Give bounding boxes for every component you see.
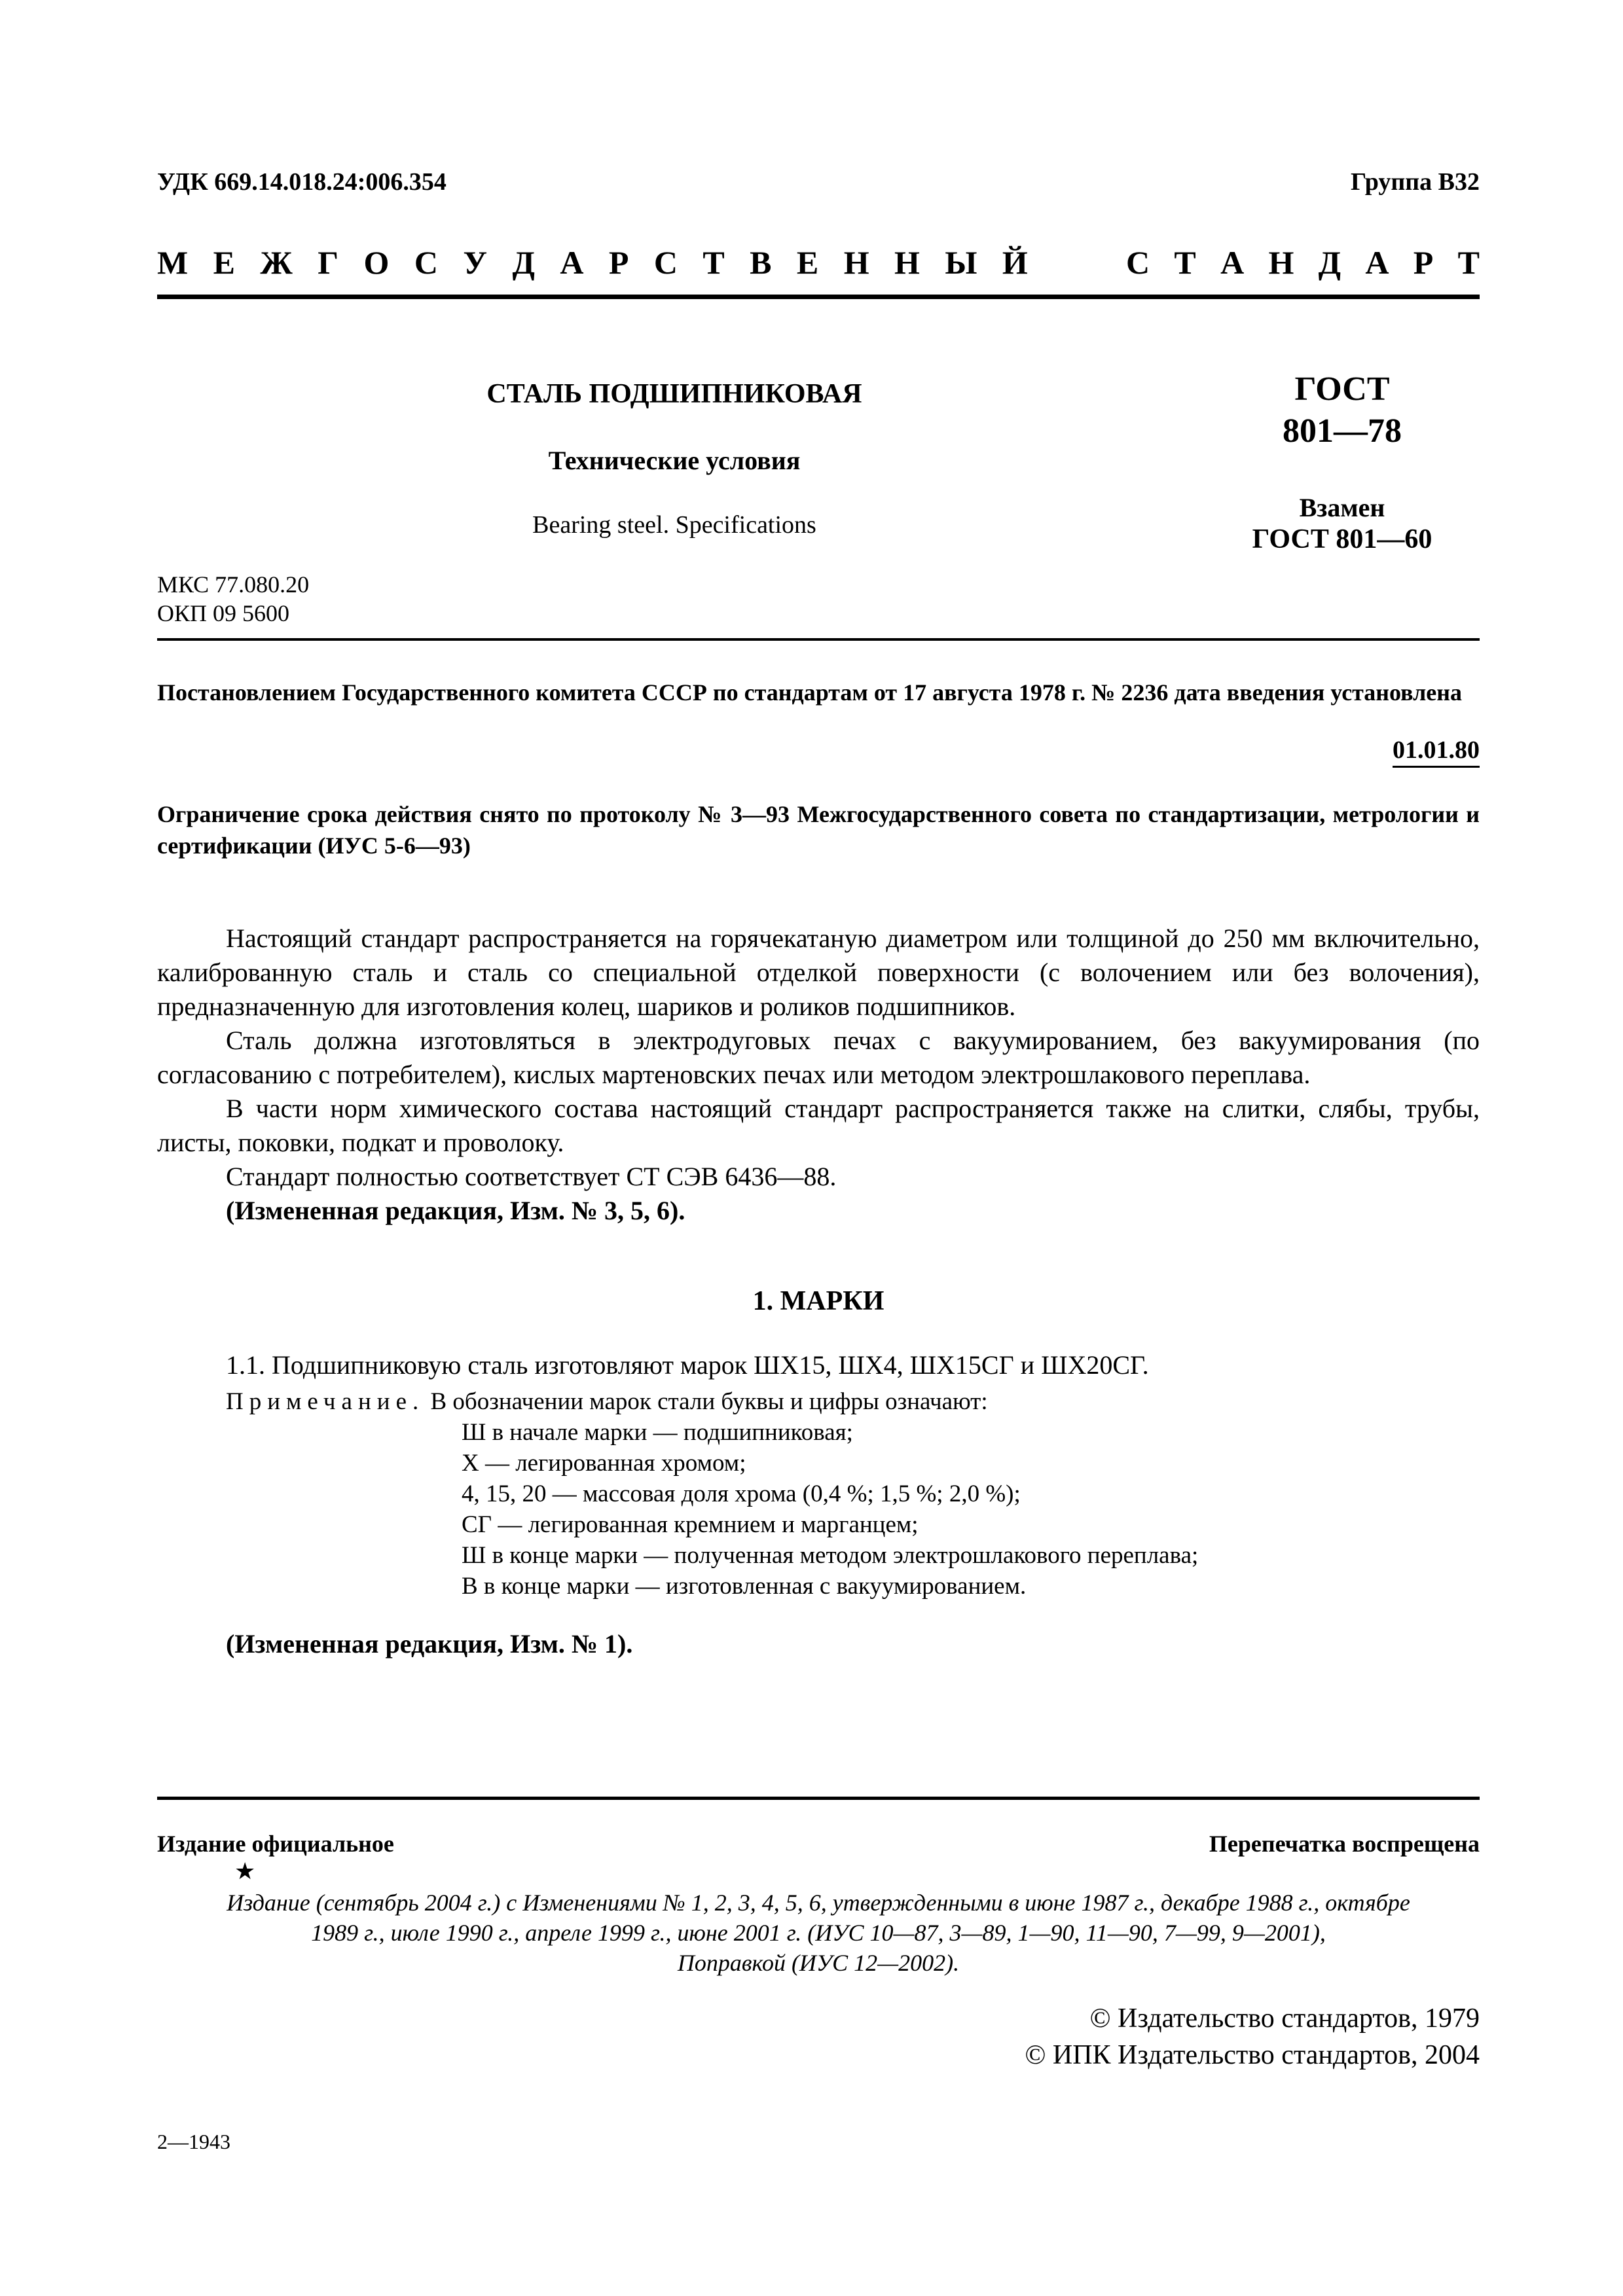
banner-letter: У (463, 244, 488, 281)
banner-letter: Т (1174, 244, 1196, 281)
official-edition: Издание официальное (157, 1831, 394, 1857)
mks-code: МКС 77.080.20 (157, 571, 310, 598)
intro-paragraph-melting: Сталь должна изготовляться в электродуговых печах с вакуумированием, без вакуумирования (по согласованию с потребителем), кислых мартеновских печах или методом электрошлакового переплава. (157, 1026, 1480, 1089)
banner-letter: Д (512, 244, 535, 281)
replaced-standard: ГОСТ 801—60 (1252, 524, 1432, 554)
banner-letter: Т (702, 244, 725, 281)
banner-letter: Н (843, 244, 869, 281)
banner-letter: С (1126, 244, 1150, 281)
banner-letter: А (560, 244, 584, 281)
edition-history-line: 1989 г., июле 1990 г., апреле 1999 г., июне 2001 г. (ИУС 10—87, 3—89, 1—90, 11—90, 7—99, 9—2001), (311, 1920, 1326, 1946)
note-item: Х — легированная хромом; (462, 1450, 746, 1477)
edition-history-line: Издание (сентябрь 2004 г.) с Изменениями № 1, 2, 3, 4, 5, 6, утвержденными в июне 1987 г., декабре 1988 г., октябре (227, 1890, 1410, 1916)
section1-revision-note: (Измененная редакция, Изм. № 1). (226, 1629, 633, 1659)
banner-letter: Т (1457, 244, 1480, 281)
note-item: СГ — легированная кремнием и марганцем; (462, 1511, 919, 1538)
banner-letter: Й (1002, 244, 1028, 281)
edition-history (157, 1888, 1480, 1978)
decree-text: Постановлением Государственного комитета СССР по стандартам от 17 августа 1978 г. № 2236 дата введения установлена (157, 679, 1463, 706)
document-subtitle: Технические условия (548, 446, 801, 475)
copyright-line: © ИПК Издательство стандартов, 2004 (1025, 2040, 1480, 2070)
banner-letter: А (1365, 244, 1389, 281)
banner-letter: А (1220, 244, 1245, 281)
group-code: Группа В32 (1350, 168, 1480, 196)
banner-letter: О (363, 244, 390, 281)
section-heading-grades: 1. МАРКИ (752, 1286, 884, 1316)
banner-letter: Д (1318, 244, 1341, 281)
banner-word-interstate (157, 243, 1028, 281)
banner-letter: Н (1268, 244, 1294, 281)
udk-code: УДК 669.14.018.24:006.354 (157, 168, 447, 196)
note-label: Примечание. (226, 1388, 425, 1415)
intro-paragraph-cmea: Стандарт полностью соответствует СТ СЭВ 6436—88. (226, 1162, 837, 1191)
clause-1-1: 1.1. Подшипниковую сталь изготовляют марок ШХ15, ШХ4, ШХ15СГ и ШХ20СГ. (226, 1350, 1149, 1380)
okp-code: ОКП 09 5600 (157, 600, 290, 626)
note-item: Ш в конце марки — полученная методом электрошлакового переплава; (462, 1542, 1199, 1569)
replaces-label: Взамен (1299, 493, 1385, 522)
limitation-note: Ограничение срока действия снято по протоколу № 3—93 Межгосударственного совета по стандартизации, метрологии и сертификации (ИУС 5-6—93) (157, 801, 1480, 859)
gost-number: 801—78 (1283, 412, 1402, 450)
banner-letter: С (653, 244, 678, 281)
copyright-line: © Издательство стандартов, 1979 (1089, 2003, 1480, 2034)
footer-rule (157, 1797, 1480, 1800)
document-title: СТАЛЬ ПОДШИПНИКОВАЯ (486, 379, 862, 409)
note-items (462, 1417, 1198, 1602)
intro-revision-note: (Измененная редакция, Изм. № 3, 5, 6). (226, 1196, 685, 1225)
banner-letter: Е (213, 244, 235, 281)
note-header (226, 1386, 988, 1417)
banner-letter: Н (894, 244, 920, 281)
introduction-date: 01.01.80 (1393, 736, 1480, 768)
copyright-block (1025, 2000, 1480, 2073)
reprint-prohibited: Перепечатка воспрещена (1209, 1831, 1480, 1857)
banner-letter: М (157, 244, 189, 281)
note-item: В в конце марки — изготовленная с вакуумированием. (462, 1573, 1027, 1600)
banner-letter: Р (1413, 244, 1434, 281)
intro-section (157, 922, 1480, 1228)
banner-letter: Е (796, 244, 819, 281)
banner-letter: С (414, 244, 438, 281)
banner-rule (157, 295, 1480, 299)
edition-history-line: Поправкой (ИУС 12—2002). (677, 1950, 960, 1976)
note-item: Ш в начале марки — подшипниковая; (462, 1419, 853, 1446)
gost-label: ГОСТ (1294, 370, 1390, 408)
intro-paragraph-composition: В части норм химического состава настоящий стандарт распространяется также на слитки, слябы, трубы, листы, поковки, подкат и проволоку. (157, 1094, 1480, 1157)
title-block-rule (157, 638, 1480, 641)
page-code: 2—1943 (157, 2130, 230, 2153)
note-intro: В обозначении марок стали буквы и цифры означают: (424, 1388, 988, 1415)
intro-paragraph-scope: Настоящий стандарт распространяется на горячекатаную диаметром или толщиной до 250 мм включительно, калиброванную сталь и сталь со специальной отделкой поверхности (с волочением или без волочения), предназначенную для изготовления колец, шариков и роликов подшипников. (157, 924, 1480, 1021)
banner-letter: Ы (945, 244, 977, 281)
banner-letter: Ж (260, 244, 293, 281)
banner-letter: В (750, 244, 772, 281)
star-icon: ★ (234, 1858, 256, 1884)
banner-word-standard (1126, 243, 1480, 281)
note-item: 4, 15, 20 — массовая доля хрома (0,4 %; 1,5 %; 2,0 %); (462, 1480, 1021, 1507)
interstate-standard-banner (157, 243, 1480, 281)
english-title: Bearing steel. Specifications (532, 511, 816, 539)
banner-letter: Р (608, 244, 629, 281)
banner-letter: Г (318, 244, 339, 281)
